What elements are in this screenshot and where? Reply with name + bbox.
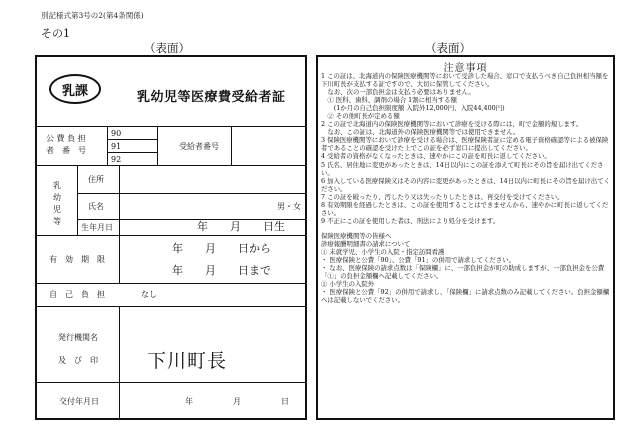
address-label: 住所 [88,175,104,184]
divider [119,165,120,283]
birth-value: 年 月 日生 [197,220,285,233]
note-line: なお、この証は、北海道外の保険医療機関等では使用できません。 [321,128,520,137]
insurer-number-91: 91 [111,142,122,151]
insurer-number-90: 90 [111,129,122,138]
insurer-label-1: 公 費 負 担 [46,134,86,143]
divider [107,152,157,153]
divider [37,306,305,307]
note-line: 9 不正にこの証を使用した者は、刑法により処分を受けます。 [321,216,500,225]
divider [107,126,108,165]
note-line: 8 有効期限を経過したときは、この証を使用することはできませんから、速やかに町長に返してください。 [321,200,609,217]
provider-note-line: ② 小学生の入院外 [321,280,375,289]
note-line: 6 加入している医療保険又はその内容に変更があったときは、14日以内に町長にその旨を届け出てください。 [321,176,610,193]
copay-value: なし [141,290,157,299]
validity-label: 有 効 期 限 [49,255,105,264]
certificate-front [35,55,307,420]
validity-from: 年 月 日から [172,242,271,255]
note-line: 5 氏名、居住地に変更があったときは、14日以内にこの証を添えて町長にその旨を届け出てください。 [321,160,604,177]
note-line: (1か月の自己負担限度額 入院外12,000円、入院44,400円) [321,104,505,113]
divider [231,126,232,165]
validity-to: 年 月 日まで [172,264,271,277]
divider [37,235,305,236]
provider-note-line: ① 未就学児、小学生の入院・指定訪問看護 [321,247,445,256]
notes-title: 注意事項 [443,63,488,74]
form-number: 別記様式第3号の2(第4条関係) [41,11,144,20]
note-line: 7 この証を破ったり、汚したり又は失ったりしたときは、再交付を受けてください。 [321,192,564,201]
stamp-text: 乳課 [61,83,88,99]
back-side-label: （表面） [425,41,471,55]
child-label-1: 乳 [53,181,61,190]
insurer-number-92: 92 [111,155,122,164]
spacer [321,225,611,232]
divider [37,126,305,127]
issue-date-label: 交付年月日 [59,397,99,406]
sono-label: その1 [41,27,70,40]
provider-note-line: 診療報酬明細書の請求について [321,239,411,248]
front-side-label: （表面） [144,41,190,55]
birth-label: 生年月日 [81,223,113,232]
note-line: 1 この証は、北海道内の保険医療機関等において受診した場合、窓口で支払うべき自己負担相当額を下川町長が支払する証ですので、大切に保管してください。 [321,72,609,89]
note-line: なお、次の一部負担金は支払う必要はありません。 [321,88,475,97]
name-label: 氏名 [88,202,104,211]
issue-date-value: 年 月 日 [185,397,289,406]
certificate-title: 乳幼児等医療費受給者証 [137,90,286,105]
divider [119,306,120,420]
child-label-3: 児 [53,205,61,214]
issuer-value: 下川町長 [147,350,228,372]
certificate-back [316,55,615,420]
child-label-4: 等 [53,217,61,226]
note-line: ② その他町長が定める額 [321,112,400,121]
divider [77,193,305,194]
sex-label: 男・女 [277,202,301,211]
stamp-circle [49,74,101,104]
issuer-label-1: 発行機関名 [58,333,98,342]
note-line: ① 医科、歯科、調剤の場合 1割に相当する額 [321,96,457,105]
insurer-label-2: 者 番 号 [46,146,86,155]
child-label-2: 幼 [53,193,61,202]
note-line: 2 この証で北海道内の保険医療機関等において診療を受ける際には、町で金額的規します。 [321,120,583,129]
divider [37,283,305,284]
divider [157,126,158,165]
divider [77,165,78,235]
note-line: 3 保険医療機関等において診療を受ける場合は、医療保険者証に定める電子資格確認等による被保険者であることの確認を受けた上でこの証を必ず窓口に提出してください。 [321,136,609,153]
provider-note-line: 保険医療機関等の皆様へ [321,231,392,240]
divider [37,382,305,383]
provider-note-line: ・ 医療保険と公費「92」の併用で請求し、「保険欄」に請求点数のみ記載してください。負担金額欄へは記載しないでください。 [321,288,610,305]
provider-note-line: ・ なお、医療保険の請求点数は「保険欄」に、一部負担金が町の助成しますが、一部負担金を公費「①」の負担金額欄へ記載してください。 [321,264,605,281]
copay-label: 自 己 負 担 [49,290,105,299]
issuer-label-2: 及 び 印 [58,356,98,365]
provider-note-line: ・ 医療保険と公費「90」、公費「91」の併用で請求してください。 [321,256,516,265]
notes-body [321,72,611,304]
divider [107,139,157,140]
recipient-number-label: 受給者番号 [179,142,219,151]
note-line: 4 受給者の資格がなくなったときは、速やかにこの証を町長に返してください。 [321,152,551,161]
